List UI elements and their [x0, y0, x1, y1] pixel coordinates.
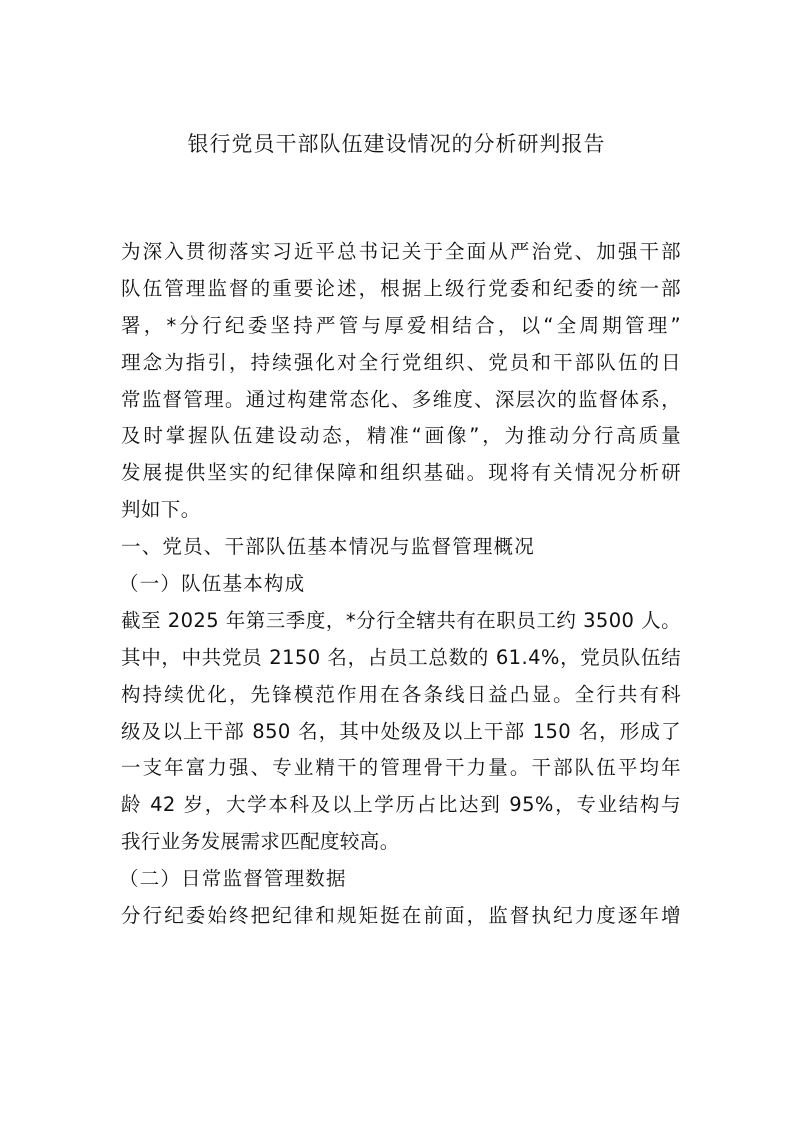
- paragraph-line: 构持续优化，先锋模范作用在各条线日益凸显。全行共有科: [121, 682, 681, 706]
- paragraph-line: 判如下。: [121, 498, 201, 522]
- paragraph-line: 我行业务发展需求匹配度较高。: [121, 830, 400, 854]
- paragraph-line: 理念为指引，持续强化对全行党组织、党员和干部队伍的日: [121, 350, 681, 374]
- paragraph-line: 及时掌握队伍建设动态，精准“画像”，为推动分行高质量: [121, 424, 681, 448]
- paragraph-line: 截至 2025 年第三季度，*分行全辖共有在职员工约 3500 人。: [121, 608, 681, 632]
- subsection-heading: （一）队伍基本构成: [119, 572, 306, 596]
- paragraph-line: 队伍管理监督的重要论述，根据上级行党委和纪委的统一部: [121, 276, 681, 300]
- paragraph-line: 级及以上干部 850 名，其中处级及以上干部 150 名，形成了: [121, 719, 681, 743]
- paragraph-line: 龄 42 岁，大学本科及以上学历占比达到 95%，专业结构与: [121, 793, 681, 817]
- supervision-paragraph: [121, 898, 681, 935]
- document-body: [121, 234, 681, 935]
- paragraph-line: 常监督管理。通过构建常态化、多维度、深层次的监督体系，: [121, 387, 681, 411]
- paragraph-line: 一支年富力强、专业精干的管理骨干力量。干部队伍平均年: [121, 756, 681, 780]
- section-heading: 一、党员、干部队伍基本情况与监督管理概况: [121, 535, 536, 559]
- paragraph-line: 其中，中共党员 2150 名，占员工总数的 61.4%，党员队伍结: [121, 645, 681, 669]
- intro-paragraph: [121, 234, 681, 529]
- subsection-heading: （二）日常监督管理数据: [119, 867, 347, 891]
- paragraph-line: 分行纪委始终把纪律和规矩挺在前面，监督执纪力度逐年增: [121, 904, 681, 928]
- paragraph-line: 发展提供坚实的纪律保障和组织基础。现将有关情况分析研: [121, 461, 681, 485]
- paragraph-line: 署，*分行纪委坚持严管与厚爱相结合，以“全周期管理”: [121, 313, 681, 337]
- paragraph-line: 为深入贯彻落实习近平总书记关于全面从严治党、加强干部: [121, 240, 681, 263]
- document-title: 银行党员干部队伍建设情况的分析研判报告: [187, 132, 606, 156]
- team-composition-paragraph: [121, 603, 681, 861]
